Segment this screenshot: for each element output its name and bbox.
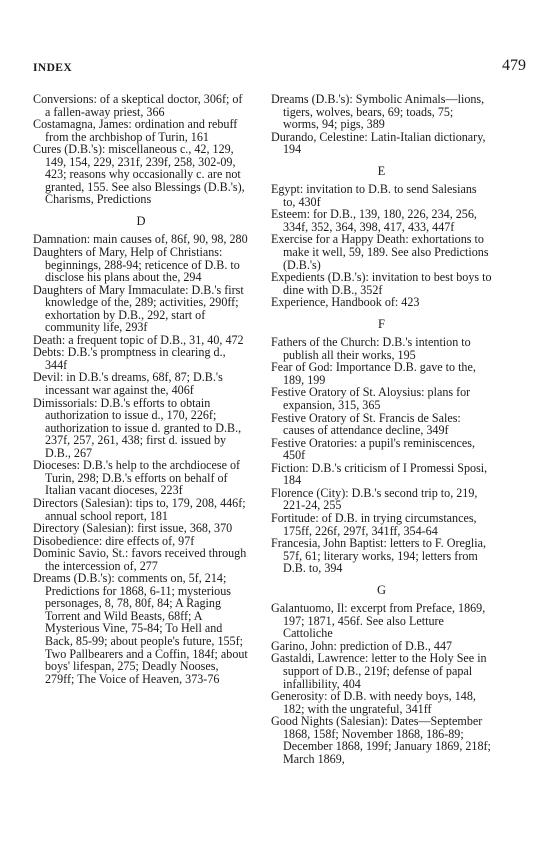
section-letter: G xyxy=(376,582,387,597)
running-header: INDEX xyxy=(33,62,73,74)
index-entry: Fiction: D.B.'s criticism of I Promessi Sposi, 184 xyxy=(271,460,488,488)
page-number: 479 xyxy=(502,57,526,74)
index-entry: Durando, Celestine: Latin-Italian dictionary, 194 xyxy=(271,129,486,157)
index-entry: Costamagna, James: ordination and rebuff from the archbishop of Turin, 161 xyxy=(33,117,238,144)
index-entry: Gastaldi, Lawrence: letter to the Holy See in support of D.B., 219f; defense of papal infallibility, 404 xyxy=(271,651,487,691)
index-column-right xyxy=(271,93,492,765)
index-entry: Dreams (D.B.'s): comments on, 5f, 214; Predictions for 1868, 6-11; mysterious personages, 8, 78, 80f, 84; A Raging Torrent and Wild Beasts, 68ff; A Mysterious Vine, 75-84; To Hell and Back, 85-99; about people's future, 155f; Two Pallbearers and a Coffin, 184f; about boys' lifespan, 275; Deadly Nooses, 279ff; The Voice of Heaven, 373-76 xyxy=(33,571,248,686)
index-entry: Damnation: main causes of, 86f, 90, 98, 280 xyxy=(33,232,248,247)
section-letter: E xyxy=(377,163,386,178)
index-entry: Fathers of the Church: D.B.'s intention to publish all their works, 195 xyxy=(271,335,471,362)
index-column-left xyxy=(33,93,249,685)
index-entry: Expedients (D.B.'s): invitation to best boys to dine with D.B., 352f xyxy=(271,270,492,297)
index-entry: Dimissorials: D.B.'s efforts to obtain authorization to issue d., 170, 226f; authorization to issue d. granted to D.B., 237f, 257, 261, 438; first d. issued by D.B., 267 xyxy=(33,395,242,460)
index-entry: Directory (Salesian): first issue, 368, 370 xyxy=(33,521,233,536)
index-entry: Garino, John: prediction of D.B., 447 xyxy=(271,638,453,653)
index-entry: Festive Oratory of St. Aloysius: plans for expansion, 315, 365 xyxy=(271,385,471,413)
index-entry: Francesia, John Baptist: letters to F. Oreglia, 57f, 61; literary works, 194; letters from D.B. to, 394 xyxy=(271,536,487,576)
index-entry: Generosity: of D.B. with needy boys, 148, 182; with the ungrateful, 341ff xyxy=(271,689,476,716)
index-entry: Debts: D.B.'s promptness in clearing d., 344f xyxy=(33,345,226,372)
index-entry: Exercise for a Happy Death: exhortations to make it well, 59, 189. See also Predictions (D.B.'s) xyxy=(271,232,489,272)
index-entry: Festive Oratories: a pupil's reminiscences, 450f xyxy=(271,435,476,463)
index-entry: Directors (Salesian): tips to, 179, 208, 446f; annual school report, 181 xyxy=(33,495,246,523)
index-entry: Dreams (D.B.'s): Symbolic Animals—lions, tigers, wolves, bears, 69; toads, 75; worms, 94; pigs, 389 xyxy=(271,92,485,132)
section-letter: D xyxy=(136,213,146,228)
index-entry: Death: a frequent topic of D.B., 31, 40, 472 xyxy=(33,332,244,347)
index-entry: Egypt: invitation to D.B. to send Salesians to, 430f xyxy=(271,182,477,209)
index-entry: Fortitude: of D.B. in trying circumstances, 175ff, 226f, 297f, 341ff, 354-64 xyxy=(271,510,477,538)
section-letter: F xyxy=(378,316,385,331)
index-entry: Experience, Handbook of: 423 xyxy=(271,295,420,310)
index-entry: Festive Oratory of St. Francis de Sales: causes of attendance decline, 349f xyxy=(271,410,461,438)
index-entry: Galantuomo, Il: excerpt from Preface, 1869, 197; 1871, 456f. See also Letture Cattoliche xyxy=(271,601,486,641)
index-entry: Florence (City): D.B.'s second trip to, 219, 221-24, 255 xyxy=(271,485,478,513)
index-entry: Dominic Savio, St.: favors received through the intercession of, 277 xyxy=(33,546,247,573)
index-entry: Dioceses: D.B.'s help to the archdiocese of Turin, 298; D.B.'s efforts on behalf of Italian vacant dioceses, 223f xyxy=(33,458,241,498)
index-entry: Esteem: for D.B., 139, 180, 226, 234, 256, 334f, 352, 364, 398, 417, 433, 447f xyxy=(271,207,477,234)
index-entry: Fear of God: Importance D.B. gave to the, 189, 199 xyxy=(271,360,476,387)
index-entry: Good Nights (Salesian): Dates—September 1868, 158f; November 1868, 186-89; December 1868, 199f; January 1869, 218f; March 1869, xyxy=(271,714,491,766)
index-entry: Cures (D.B.'s): miscellaneous c., 42, 129, 149, 154, 229, 231f, 239f, 258, 302-09, 423; reasons why occasionally c. are not granted, 155. See also Blessings (D.B.'s), Charisms, Predictions xyxy=(33,142,245,207)
index-entry: Devil: in D.B.'s dreams, 68f, 87; D.B.'s incessant war against the, 406f xyxy=(33,370,223,398)
index-entry: Disobedience: dire effects of, 97f xyxy=(33,533,195,548)
index-entry: Daughters of Mary, Help of Christians: beginnings, 288-94; reticence of D.B. to disclose his plans about the, 294 xyxy=(33,245,240,285)
index-entry: Conversions: of a skeptical doctor, 306f; of a fallen-away priest, 366 xyxy=(33,92,243,119)
index-entry: Daughters of Mary Immaculate: D.B.'s first knowledge of the, 289; activities, 290ff; exhortation by D.B., 292, start of community life, 293f xyxy=(33,282,244,335)
